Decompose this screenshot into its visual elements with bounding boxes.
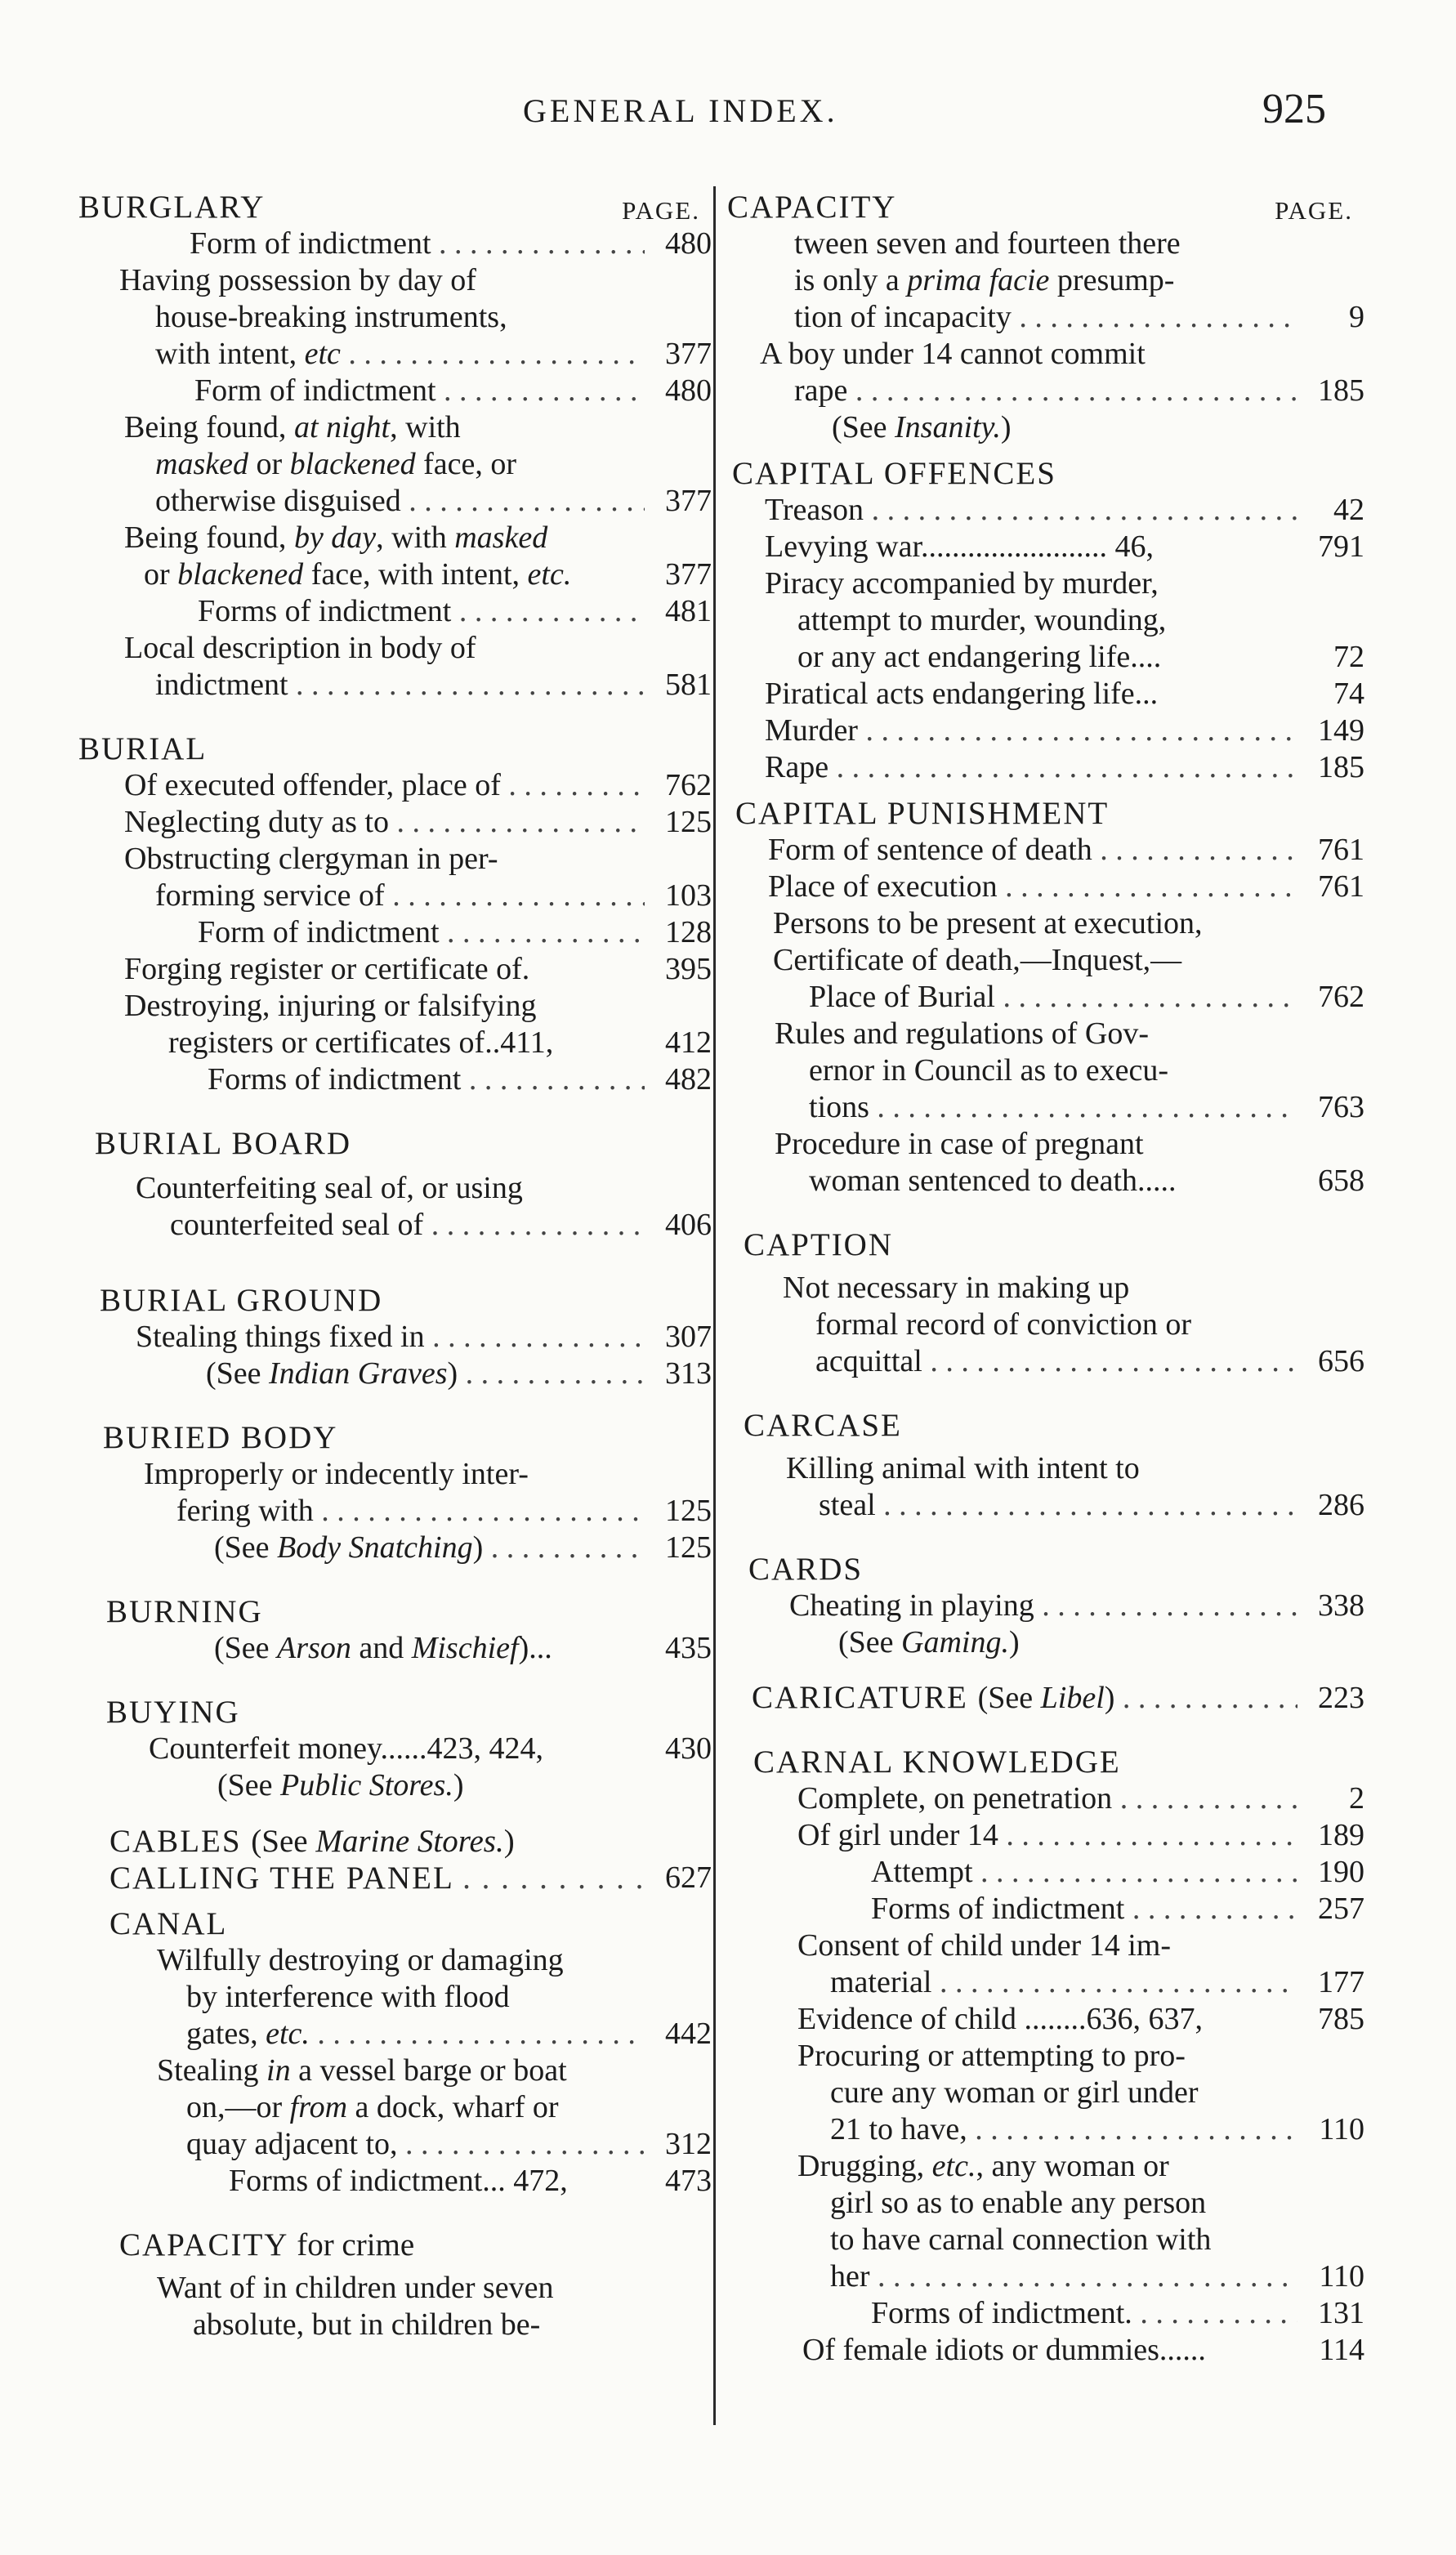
index-entry: Form of indictment . . . 128 [78, 914, 712, 951]
index-entry: Of executed offender, place of . . . 762 [78, 767, 712, 804]
index-entry-continuation: by interference with flood [186, 1980, 510, 2014]
index-heading-burial-board [78, 1116, 712, 1162]
index-heading-capacity-continued [727, 180, 1364, 226]
index-entry-continuation: or any act endangering life.... 72 [797, 640, 1364, 674]
see-reference: (See Insanity.) [832, 410, 1012, 444]
index-entry: Of female idiots or dummies...... 114 [802, 2333, 1364, 2367]
index-entry: Drugging, etc., any woman or [797, 2149, 1169, 2183]
page-ref: 377 [665, 337, 712, 371]
index-entry: A boy under 14 cannot commit [760, 337, 1146, 371]
index-entry: Persons to be present at execution, [773, 906, 1203, 940]
page-ref: 761 [1318, 833, 1364, 867]
index-heading-canal [78, 1896, 712, 1942]
index-entry: Form of indictment . . . 480 [78, 373, 712, 409]
page-ref: 377 [665, 484, 712, 518]
index-entry-continuation: tween seven and fourteen there [794, 226, 1181, 261]
page-ref: 110 [1319, 2112, 1364, 2146]
heading-text: CANAL [109, 1906, 228, 1941]
index-entry-continuation: registers or certificates of..411, 412 [168, 1025, 712, 1060]
index-heading-buried-body [78, 1410, 712, 1456]
page-ref: 480 [665, 226, 712, 261]
index-entry-continuation: forming service of . . . 103 [78, 878, 712, 914]
index-heading-caption [727, 1217, 1364, 1263]
page-column-label: PAGE. [1275, 196, 1353, 225]
page-ref: 762 [1318, 980, 1364, 1014]
page-ref: 185 [1318, 750, 1364, 784]
page-ref: 761 [1318, 869, 1364, 904]
index-heading-capital-punishment [727, 786, 1364, 832]
index-entry: Not necessary in making up [783, 1271, 1130, 1305]
page-ref: 307 [665, 1320, 712, 1354]
index-entry: Piracy accompanied by murder, [765, 566, 1159, 601]
page-ref: 185 [1318, 373, 1364, 408]
page-ref: 430 [665, 1731, 712, 1766]
index-entry: Forms of indictment . . . 257 [727, 1891, 1364, 1927]
index-entry-continuation: attempt to murder, wounding, [797, 603, 1167, 637]
index-entry-continuation: masked or blackened face, or [155, 447, 517, 481]
heading-text: BURGLARY [78, 190, 266, 225]
heading-text: CAPITAL PUNISHMENT [735, 796, 1110, 831]
index-entry: Forms of indictment... 472, 473 [229, 2164, 712, 2198]
index-entry: Killing animal with intent to [786, 1451, 1140, 1485]
heading-text: CAPACITY [727, 190, 897, 225]
page-ref: 406 [665, 1208, 712, 1242]
index-heading-burial-ground [78, 1273, 712, 1319]
index-heading-carcase [727, 1398, 1364, 1444]
index-entry: Local description in body of [124, 631, 476, 665]
index-entry: Of girl under 14 . . . 189 [727, 1817, 1364, 1854]
page-ref: 412 [665, 1025, 712, 1060]
index-entry: Form of sentence of death . . . 761 [727, 832, 1364, 869]
index-heading-buying [78, 1685, 712, 1731]
page-ref: 149 [1318, 713, 1364, 748]
index-entry: Counterfeiting seal of, or using [136, 1171, 523, 1205]
page-ref: 313 [665, 1356, 712, 1391]
index-entry: Rape . . . 185 [727, 749, 1364, 786]
index-entry: Piratical acts endangering life... 74 [765, 677, 1364, 711]
page-ref: 442 [665, 2017, 712, 2051]
index-entry: Being found, at night, with [124, 410, 461, 444]
page-ref: 2 [1349, 1781, 1364, 1816]
index-heading-cables: CABLES (See Marine Stores.) [109, 1824, 515, 1859]
index-entry: Procedure in case of pregnant [775, 1127, 1144, 1161]
index-entry-continuation: 21 to have, . . . 110 [727, 2111, 1364, 2148]
index-entry: Place of execution . . . 761 [727, 869, 1364, 905]
index-heading-caricature: CARICATURE (See Libel) . . . 223 [727, 1679, 1364, 1717]
page-header [0, 86, 1456, 149]
see-reference: (See Body Snatching) . . . 125 [78, 1530, 712, 1566]
page-ref: 131 [1318, 2296, 1364, 2330]
page-ref: 395 [665, 952, 712, 986]
index-entry: Treason . . . 42 [727, 492, 1364, 529]
index-heading-calling-the-panel: CALLING THE PANEL . . . 627 [78, 1860, 712, 1896]
index-entry: Forging register or certificate of. 395 [124, 952, 712, 986]
heading-text: BUYING [106, 1695, 240, 1730]
page-ref: 377 [665, 557, 712, 592]
page-ref: 257 [1318, 1892, 1364, 1926]
page-ref: 9 [1349, 300, 1364, 334]
index-entry: Forms of indictment . . . 482 [78, 1061, 712, 1098]
index-heading-burning [78, 1584, 712, 1630]
page-ref: 791 [1318, 529, 1364, 564]
index-entry: Obstructing clergyman in per- [124, 842, 498, 876]
index-entry-continuation: steal . . . 286 [727, 1487, 1364, 1524]
page-ref: 762 [665, 768, 712, 802]
index-heading-cards [727, 1542, 1364, 1588]
heading-text: CARDS [748, 1552, 864, 1587]
page-column-label: PAGE. [622, 196, 700, 225]
index-entry: Evidence of child ........636, 637, 785 [797, 2002, 1364, 2036]
index-entry: Improperly or indecently inter- [144, 1457, 529, 1491]
index-entry-continuation: on,—or from a dock, wharf or [186, 2090, 559, 2124]
page-ref: 74 [1333, 677, 1364, 711]
page-ref: 481 [665, 594, 712, 628]
index-entry-continuation: material . . . 177 [727, 1964, 1364, 2001]
page-ref: 658 [1318, 1164, 1364, 1198]
index-heading-burial [78, 721, 712, 767]
page-ref: 627 [665, 1860, 712, 1895]
index-entry: Stealing in a vessel barge or boat [157, 2053, 567, 2088]
page-ref: 435 [665, 1631, 712, 1665]
page-ref: 482 [665, 1062, 712, 1097]
heading-text: CAPTION [744, 1227, 894, 1262]
index-entry-continuation: house-breaking instruments, [155, 300, 507, 334]
heading-text: BURIAL GROUND [100, 1283, 383, 1318]
index-entry: Forms of indictment. . . . 131 [727, 2295, 1364, 2332]
index-entry-continuation: her . . . 110 [727, 2258, 1364, 2295]
page-ref: 125 [665, 1494, 712, 1528]
index-entry-continuation: girl so as to enable any person [830, 2186, 1207, 2220]
index-entry: Forms of indictment . . . 481 [78, 593, 712, 630]
page-ref: 223 [1318, 1681, 1364, 1715]
see-reference: (See Gaming.) [838, 1625, 1020, 1659]
index-entry-continuation: Certificate of death,—Inquest,— [773, 943, 1182, 977]
see-reference: (See Indian Graves) . . . 313 [78, 1356, 712, 1392]
index-heading-carnal-knowledge [727, 1735, 1364, 1780]
index-entry-continuation: gates, etc. . . . 442 [78, 2016, 712, 2052]
index-entry-continuation: is only a prima facie presump- [794, 263, 1175, 297]
page-ref: 286 [1318, 1488, 1364, 1522]
see-reference: (See Public Stores.) [217, 1768, 464, 1802]
index-entry: Stealing things fixed in . . . 307 [78, 1319, 712, 1356]
index-entry-continuation: indictment . . . 581 [78, 667, 712, 704]
index-entry: Wilfully destroying or damaging [157, 1943, 564, 1977]
index-entry: Want of in children under seven [157, 2271, 554, 2305]
page-ref: 581 [665, 668, 712, 702]
index-entry-continuation: quay adjacent to, . . . 312 [78, 2126, 712, 2163]
index-entry-continuation: to have carnal connection with [830, 2222, 1212, 2257]
index-entry-continuation: or blackened face, with intent, etc. 377 [144, 557, 712, 592]
index-entry: Rules and regulations of Gov- [775, 1016, 1150, 1051]
index-entry-continuation: woman sentenced to death..... 658 [809, 1164, 1364, 1198]
heading-text: BURIAL BOARD [95, 1126, 351, 1161]
page-ref: 189 [1318, 1818, 1364, 1852]
page-ref: 177 [1318, 1965, 1364, 1999]
heading-text: BURNING [106, 1594, 263, 1629]
page-ref: 190 [1318, 1855, 1364, 1889]
index-entry: Being found, by day, with masked [124, 520, 548, 555]
page-ref: 312 [665, 2127, 712, 2161]
index-entry: Complete, on penetration . . . 2 [727, 1780, 1364, 1817]
page-ref: 338 [1318, 1588, 1364, 1623]
see-reference: (See Arson and Mischief)... 435 [214, 1631, 712, 1665]
page-ref: 785 [1318, 2002, 1364, 2036]
index-entry-continuation: tions . . . 763 [727, 1089, 1364, 1126]
index-entry-continuation: tion of incapacity . . . 9 [727, 299, 1364, 336]
index-entry-continuation: Place of Burial . . . 762 [727, 979, 1364, 1016]
index-entry-continuation: fering with . . . 125 [78, 1493, 712, 1530]
index-entry: Destroying, injuring or falsifying [124, 989, 537, 1023]
index-entry-continuation: with intent, etc . . . 377 [78, 336, 712, 373]
index-entry-continuation: formal record of conviction or [815, 1307, 1192, 1342]
index-entry: Having possession by day of [119, 263, 476, 297]
index-entry-continuation: rape . . . 185 [727, 373, 1364, 409]
page-ref: 656 [1318, 1344, 1364, 1378]
index-entry-continuation: counterfeited seal of . . . 406 [78, 1207, 712, 1244]
page-ref: 473 [665, 2164, 712, 2198]
page-ref: 103 [665, 878, 712, 913]
index-heading-capital-offences [727, 446, 1364, 492]
index-entry: Consent of child under 14 im- [797, 1928, 1171, 1963]
left-column [78, 180, 712, 2343]
index-entry-continuation: absolute, but in children be- [193, 2307, 541, 2342]
index-entry-continuation: acquittal . . . 656 [727, 1343, 1364, 1380]
index-entry: Cheating in playing . . . 338 [727, 1588, 1364, 1624]
page-ref: 72 [1333, 640, 1364, 674]
index-heading-capacity: CAPACITY for crime [119, 2227, 415, 2262]
index-entry: Levying war........................ 46, 791 [765, 529, 1364, 564]
index-entry: Attempt . . . 190 [727, 1854, 1364, 1891]
index-entry-continuation: ernor in Council as to execu- [809, 1053, 1169, 1088]
index-entry-continuation: otherwise disguised . . . 377 [78, 483, 712, 520]
index-entry: Neglecting duty as to . . . 125 [78, 804, 712, 841]
page-ref: 763 [1318, 1090, 1364, 1124]
column-divider [713, 186, 716, 2425]
heading-text: BURIAL [78, 731, 208, 766]
page-ref: 128 [665, 915, 712, 949]
page-ref: 114 [1319, 2333, 1364, 2367]
index-entry-continuation: cure any woman or girl under [830, 2075, 1199, 2110]
index-entry: Procuring or attempting to pro- [797, 2039, 1186, 2073]
page-ref: 110 [1319, 2259, 1364, 2294]
page-ref: 125 [665, 805, 712, 839]
page-ref: 480 [665, 373, 712, 408]
heading-text: CAPITAL OFFENCES [732, 456, 1056, 491]
running-title: GENERAL INDEX. [523, 92, 838, 129]
index-entry: Counterfeit money......423, 424, 430 [149, 1731, 712, 1766]
index-entry: Murder . . . 149 [727, 712, 1364, 749]
heading-text: CARCASE [744, 1408, 902, 1443]
page-number: 925 [1262, 86, 1326, 132]
heading-text: BURIED BODY [103, 1420, 338, 1455]
heading-text: CARNAL KNOWLEDGE [753, 1744, 1121, 1780]
right-column [727, 180, 1364, 2369]
index-entry: Form of indictment . . . 480 [78, 226, 712, 262]
page-ref: 125 [665, 1530, 712, 1565]
page-ref: 42 [1333, 493, 1364, 527]
index-heading-burglary [78, 180, 712, 226]
